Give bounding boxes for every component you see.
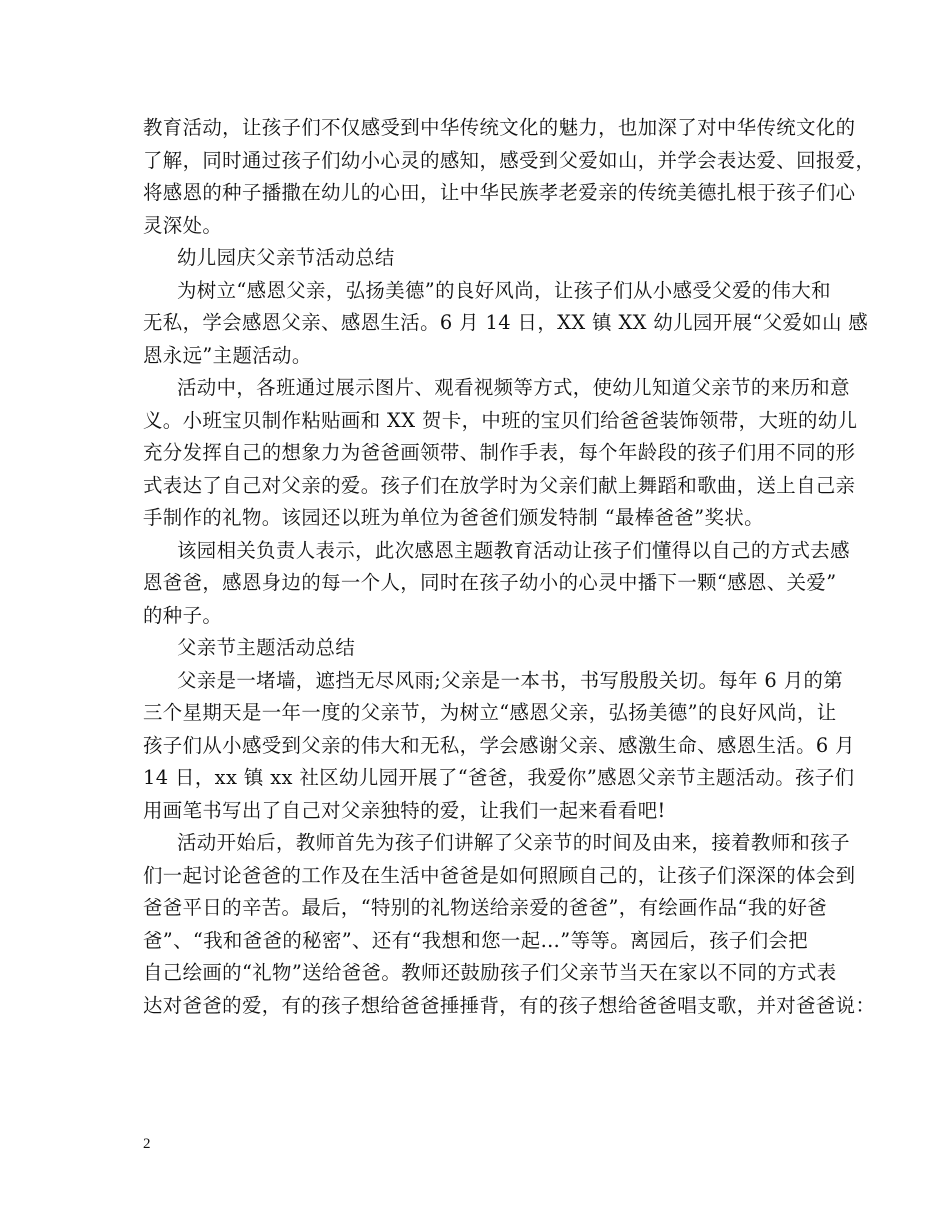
body-line: 灵深处。 (143, 213, 223, 237)
body-line: 爸”、“我和爸爸的秘密”、还有“我想和您一起…”等等。离园后，孩子们会把 (143, 928, 809, 952)
body-line: 教育活动，让孩子们不仅感受到中华传统文化的魅力，也加深了对中华传统文化的 (143, 116, 856, 139)
body-line: 们一起讨论爸爸的工作及在生活中爸爸是如何照顾自己的，让孩子们深深的体会到 (143, 863, 856, 887)
body-line: 孩子们从小感受到父亲的伟大和无私，学会感谢父亲、感激生命、感恩生活。6 月 (143, 733, 855, 757)
body-line: 达对爸爸的爱，有的孩子想给爸爸捶捶背，有的孩子想给爸爸唱支歌，并对爸爸说： (143, 993, 876, 1017)
body-line: 义。小班宝贝制作粘贴画和 XX 贺卡，中班的宝贝们给爸爸装饰领带，大班的幼儿 (143, 408, 858, 432)
body-line: 的种子。 (143, 603, 223, 627)
body-line: 式表达了自己对父亲的爱。孩子们在放学时为父亲们献上舞蹈和歌曲，送上自己亲 (143, 473, 856, 497)
body-line: 父亲是一堵墙，遮挡无尽风雨;父亲是一本书，书写殷殷关切。每年 6 月的第 (177, 668, 844, 692)
body-line: 爸爸平日的辛苦。最后，“特别的礼物送给亲爱的爸爸”，有绘画作品“我的好爸 (143, 896, 828, 919)
section-heading: 幼儿园庆父亲节活动总结 (177, 246, 395, 269)
body-line: 为树立“感恩父亲，弘扬美德”的良好风尚，让孩子们从小感受父爱的伟大和 (177, 278, 831, 302)
body-line: 活动中，各班通过展示图片、观看视频等方式，使幼儿知道父亲节的来历和意 (177, 376, 850, 399)
page-number: 2 (143, 1136, 151, 1152)
body-line: 手制作的礼物。该园还以班为单位为爸爸们颁发特制 “最棒爸爸”奖状。 (143, 506, 764, 529)
body-line: 恩永远”主题活动。 (143, 343, 312, 367)
body-line: 活动开始后，教师首先为孩子们讲解了父亲节的时间及由来，接着教师和孩子 (177, 831, 850, 854)
body-line: 三个星期天是一年一度的父亲节，为树立“感恩父亲，弘扬美德”的良好风尚，让 (143, 701, 837, 724)
section-heading: 父亲节主题活动总结 (177, 636, 356, 659)
body-line: 14 日，xx 镇 xx 社区幼儿园开展了“爸爸，我爱你”感恩父亲节主题活动。孩子们 (143, 766, 855, 789)
body-line: 了解，同时通过孩子们幼小心灵的感知，感受到父爱如山，并学会表达爱、回报爱， (143, 148, 876, 172)
body-line: 该园相关负责人表示，此次感恩主题教育活动让孩子们懂得以自己的方式去感 (177, 538, 850, 562)
body-line: 用画笔书写出了自己对父亲独特的爱，让我们一起来看看吧! (143, 798, 666, 822)
body-line: 恩爸爸，感恩身边的每一个人，同时在孩子幼小的心灵中播下一颗“感恩、关爱” (143, 571, 837, 594)
body-line: 将感恩的种子播撒在幼儿的心田，让中华民族孝老爱亲的传统美德扎根于孩子们心 (143, 181, 856, 204)
document-body (143, 112, 876, 1022)
body-line: 无私，学会感恩父亲、感恩生活。6 月 14 日，XX 镇 XX 幼儿园开展“父爱如山 感 (143, 311, 869, 334)
body-line: 充分发挥自己的想象力为爸爸画领带、制作手表，每个年龄段的孩子们用不同的形 (143, 441, 856, 464)
body-line: 自己绘画的“礼物”送给爸爸。教师还鼓励孩子们父亲节当天在家以不同的方式表 (143, 961, 837, 984)
